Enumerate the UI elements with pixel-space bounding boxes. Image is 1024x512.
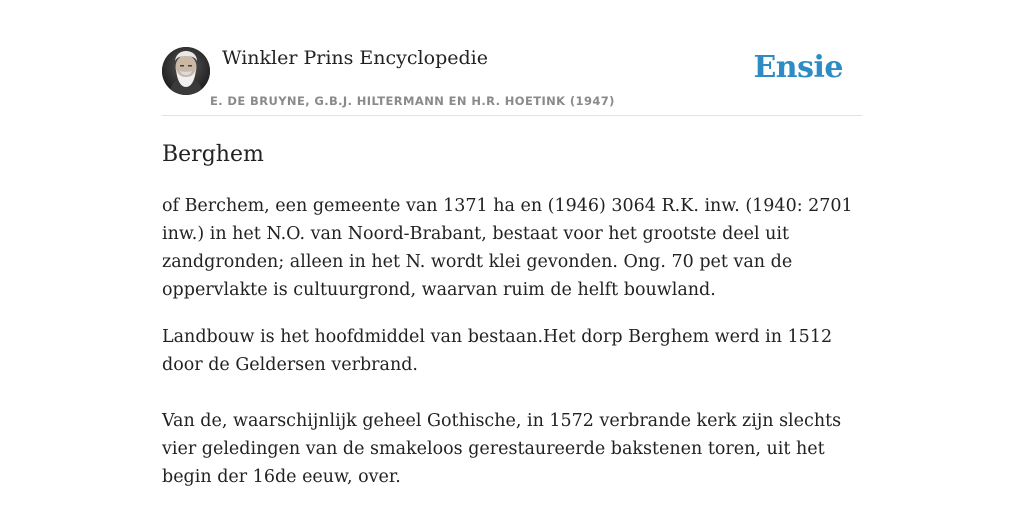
site-header <box>162 0 862 116</box>
article-paragraph: of Berchem, een gemeente van 1371 ha en (1946) 3064 R.K. inw. (1940: 2701 inw.) in het N.O. van Noord-Brabant, bestaat voor het grootste deel uit zandgronden; alleen in het N. wordt klei gevonden. Ong. 70 pet van de oppervlakte is cultuurgrond, waarvan ruim de helft bouwland. <box>162 196 853 300</box>
author-avatar[interactable] <box>162 47 210 95</box>
article-paragraph: Landbouw is het hoofdmiddel van bestaan.Het dorp Berghem werd in 1512 door de Geldersen verbrand. <box>162 327 833 375</box>
site-title[interactable]: Winkler Prins Encyclopedie <box>222 47 488 69</box>
brand-logo[interactable]: Ensie <box>753 50 843 85</box>
article-title: Berghem <box>162 142 264 167</box>
authors-byline: E. DE BRUYNE, G.B.J. HILTERMANN EN H.R. HOETINK (1947) <box>210 94 615 108</box>
article-body <box>162 192 862 491</box>
page <box>162 0 862 512</box>
article-paragraph: Van de, waarschijnlijk geheel Gothische, in 1572 verbrande kerk zijn slechts vier geledingen van de smakeloos gerestaureerde bakstenen toren, uit het begin der 16de eeuw, over. <box>162 411 842 487</box>
portrait-icon <box>162 47 210 95</box>
